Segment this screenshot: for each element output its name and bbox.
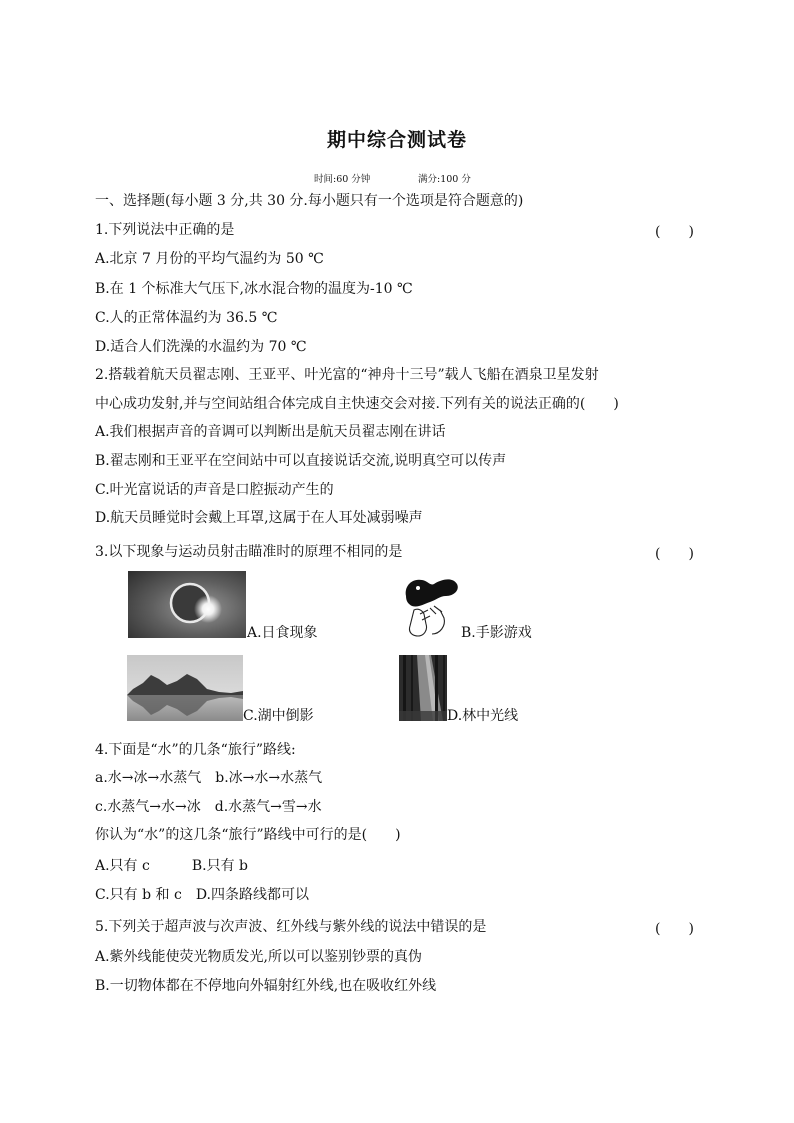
- q2-option-c: C.叶光富说话的声音是口腔振动产生的: [95, 482, 334, 498]
- exam-time: 时间:60 分钟: [314, 174, 371, 185]
- q1-option-b: B.在 1 个标准大气压下,冰水混合物的温度为-10 ℃: [95, 281, 413, 297]
- q1-option-d: D.适合人们洗澡的水温约为 70 ℃: [95, 339, 307, 355]
- lake-reflection-image: [127, 655, 243, 721]
- q5-answer-paren: ( ): [655, 921, 694, 937]
- section-heading: 一、选择题(每小题 3 分,共 30 分.每小题只有一个选项是符合题意的): [95, 193, 524, 209]
- q3-option-a-label: A.日食现象: [247, 625, 318, 641]
- q3-option-d-label: D.林中光线: [447, 708, 519, 724]
- q1-option-c: C.人的正常体温约为 36.5 ℃: [95, 310, 278, 326]
- q3-stem: 3.以下现象与运动员射击瞄准时的原理不相同的是: [95, 544, 403, 560]
- q4-question: 你认为“水”的这几条“旅行”路线中可行的是( ): [95, 827, 401, 843]
- forest-light-image: [399, 655, 447, 721]
- q1-option-a: A.北京 7 月份的平均气温约为 50 ℃: [95, 251, 324, 267]
- q2-option-d: D.航天员睡觉时会戴上耳罩,这属于在人耳处减弱噪声: [95, 510, 423, 526]
- q4-options-cd: C.只有 b 和 c D.四条路线都可以: [95, 887, 309, 903]
- solar-eclipse-image: [128, 571, 246, 638]
- q5-option-a: A.紫外线能使荧光物质发光,所以可以鉴别钞票的真伪: [95, 949, 423, 965]
- q4-stem: 4.下面是“水”的几条“旅行”路线:: [95, 742, 296, 758]
- page-title: 期中综合测试卷: [326, 129, 467, 151]
- q2-option-b: B.翟志刚和王亚平在空间站中可以直接说话交流,说明真空可以传声: [95, 453, 507, 469]
- q2-stem-line1: 2.搭载着航天员翟志刚、王亚平、叶光富的“神舟十三号”载人飞船在酒泉卫星发射: [95, 367, 599, 383]
- q2-option-a: A.我们根据声音的音调可以判断出是航天员翟志刚在讲话: [95, 424, 446, 440]
- q5-stem: 5.下列关于超声波与次声波、红外线与紫外线的说法中错误的是: [95, 919, 487, 935]
- q1-answer-paren: ( ): [655, 224, 694, 240]
- q4-routes-cd: c.水蒸气→水→冰 d.水蒸气→雪→水: [95, 799, 322, 815]
- q5-option-b: B.一切物体都在不停地向外辐射红外线,也在吸收红外线: [95, 978, 437, 994]
- q4-routes-ab: a.水→冰→水蒸气 b.冰→水→水蒸气: [95, 770, 323, 786]
- exam-full-score: 满分:100 分: [418, 174, 471, 185]
- q1-stem: 1.下列说法中正确的是: [95, 222, 235, 238]
- q3-answer-paren: ( ): [655, 546, 694, 562]
- q3-option-b-label: B.手影游戏: [461, 625, 532, 641]
- hand-shadow-image: [400, 574, 460, 640]
- q4-options-ab: A.只有 c B.只有 b: [95, 858, 249, 874]
- q3-option-c-label: C.湖中倒影: [243, 708, 314, 724]
- q2-stem-line2: 中心成功发射,并与空间站组合体完成自主快速交会对接.下列有关的说法正确的( ): [95, 396, 619, 412]
